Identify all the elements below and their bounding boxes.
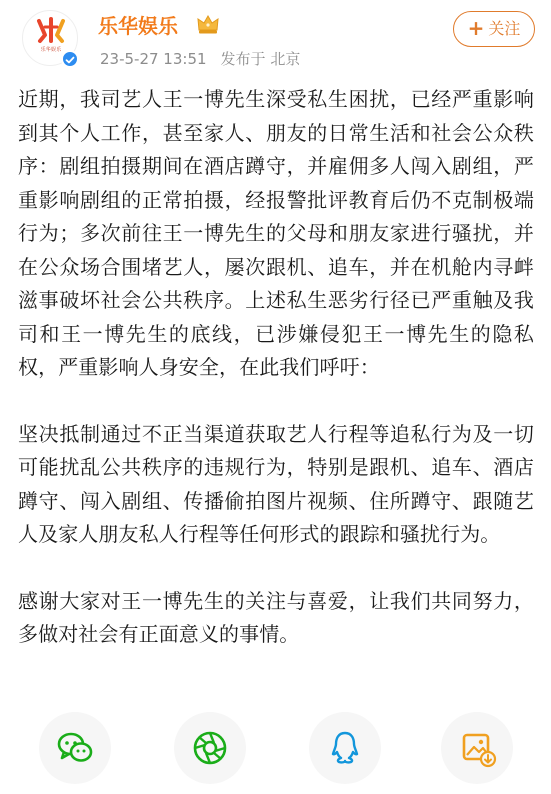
post-meta: [100, 49, 314, 69]
save-image-icon: [457, 728, 497, 768]
account-name[interactable]: 乐华娱乐: [98, 14, 178, 38]
follow-button[interactable]: [453, 11, 535, 47]
post-location: 发布于 北京: [220, 50, 301, 68]
moments-icon: [190, 728, 230, 768]
post-paragraph: 近期，我司艺人王一博先生深受私生困扰，已经严重影响到其个人工作，甚至家人、朋友的日常生活和社会公众秩序：剧组拍摄期间在酒店蹲守，并雇佣多人闯入剧组，严重影响剧组的正常拍摄，经报警批评教育后仍不克制极端行为；多次前往王一博先生的父母和朋友家进行骚扰，并在公众场合围堵艺人，屡次跟机、追车，并在机舱内寻衅滋事破坏社会公共秩序。上述私生恶劣行径已严重触及我司和王一博先生的底线，已涉嫌侵犯王一博先生的隐私权，严重影响人身安全，在此我们呼吁：: [18, 87, 534, 379]
share-bar: [0, 712, 551, 794]
plus-icon: +: [467, 16, 485, 40]
qq-icon: [325, 728, 365, 768]
verified-check-icon: [61, 50, 79, 68]
post-paragraph: 感谢大家对王一博先生的关注与喜爱，让我们共同努力，多做对社会有正面意义的事情。: [18, 588, 534, 646]
share-qq-button[interactable]: [309, 712, 381, 784]
save-image-button[interactable]: [441, 712, 513, 784]
post-time: 23-5-27 13:51: [100, 50, 207, 68]
crown-icon: [196, 13, 220, 35]
share-wechat-button[interactable]: [39, 712, 111, 784]
follow-label: 关注: [488, 19, 521, 38]
share-moments-button[interactable]: [174, 712, 246, 784]
post-body: [18, 83, 534, 652]
avatar-logo-text: 乐华娱乐: [40, 47, 62, 53]
post-paragraph: 坚决抵制通过不正当渠道获取艺人行程等追私行为及一切可能扰乱公共秩序的违规行为，特别是跟机、追车、酒店蹲守、闯入剧组、传播偷拍图片视频、住所蹲守、跟随艺人及家人朋友私人行程等任何形式的跟踪和骚扰行为。: [18, 421, 534, 546]
wechat-icon: [55, 728, 95, 768]
post-header: [0, 0, 551, 80]
